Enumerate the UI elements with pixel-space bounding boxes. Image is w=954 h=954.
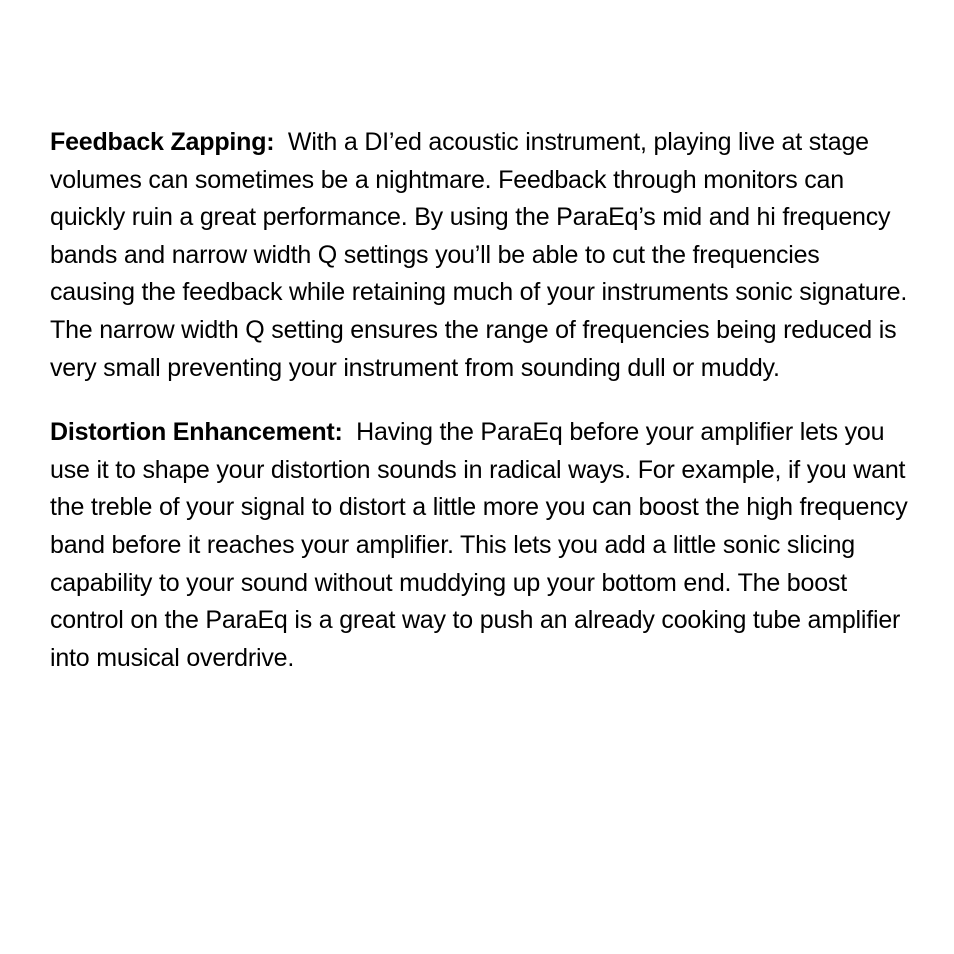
feedback-zapping-heading: Feedback Zapping:	[50, 128, 275, 156]
distortion-enhancement-paragraph	[50, 414, 910, 677]
distortion-enhancement-body: Having the ParaEq before your amplifier lets you use it to shape your distortion sounds in radical ways. For example, if you want the treble of your signal to distort a little more you can boost the high frequency band before it reaches your amplifier. This lets you add a little sonic slicing capability to your sound without muddying up your bottom end. The boost control on the ParaEq is a great way to push an already cooking tube amplifier into musical overdrive.	[50, 418, 908, 672]
distortion-enhancement-heading: Distortion Enhancement:	[50, 418, 343, 447]
document-page	[50, 124, 910, 704]
feedback-zapping-body: With a DI’ed acoustic instrument, playing live at stage volumes can sometimes be a nightmare. Feedback through monitors can quickly ruin a great performance. By using the ParaEq’s mid and hi frequency bands and narrow width Q settings you’ll be able to cut the frequencies causing the feedback while retaining much of your instruments sonic signature. The narrow width Q setting ensures the range of frequencies being reduced is very small preventing your instrument from sounding dull or muddy.	[50, 128, 908, 382]
feedback-zapping-paragraph	[50, 124, 910, 387]
